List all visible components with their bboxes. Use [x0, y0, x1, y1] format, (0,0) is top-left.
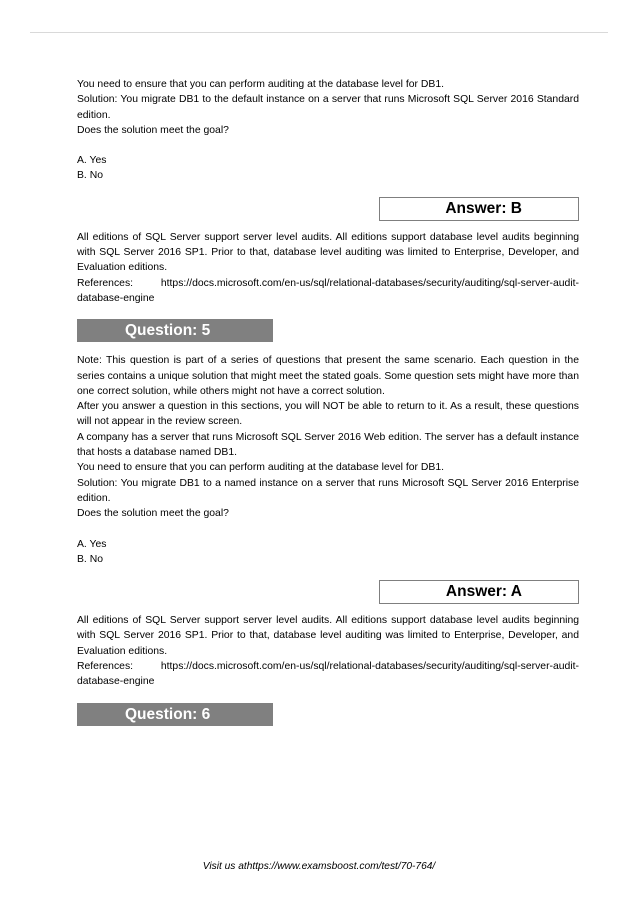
- requirement-text: You need to ensure that you can perform auditing at the database level for DB1.: [77, 79, 444, 90]
- answer-box: Answer: B: [379, 197, 579, 221]
- option-b: B. No: [77, 553, 103, 565]
- goal-prompt: Does the solution meet the goal?: [77, 508, 229, 520]
- option-a: A. Yes: [77, 538, 107, 550]
- answer-box: Answer: A: [379, 580, 579, 604]
- answer-explanation: All editions of SQL Server support server level audits. All editions support database level audits beginning with SQL Server 2016 SP1. Prior to that, database level auditing was limited to Enterprise, Developer, and Evaluation editions.: [77, 615, 579, 657]
- solution-text: Solution: You migrate DB1 to the default instance on a server that runs Microsoft SQL Server 2016 Standard edition.: [77, 94, 579, 121]
- requirement-text: You need to ensure that you can perform auditing at the database level for DB1.: [77, 462, 444, 474]
- option-a: A. Yes: [77, 155, 107, 167]
- question-warning: After you answer a question in this sections, you will NOT be able to return to it. As a result, these questions will not appear in the review screen.: [77, 401, 579, 428]
- header-rule: [30, 32, 608, 33]
- footer-link[interactable]: Visit us athttps://www.examsboost.com/test/70-764/: [202, 861, 436, 872]
- question-header: Question: 6: [77, 703, 273, 726]
- question-header: Question: 5: [77, 319, 273, 342]
- answer-references: References: https://docs.microsoft.com/en-us/sql/relational-databases/security/auditing/sql-server-audit-database-engine: [77, 661, 579, 688]
- answer-references: References: https://docs.microsoft.com/en-us/sql/relational-databases/security/auditing/sql-server-audit-database-engine: [77, 277, 579, 304]
- question-scenario: A company has a server that runs Microsoft SQL Server 2016 Web edition. The server has a default instance that hosts a database named DB1.: [77, 431, 579, 459]
- document-body: [77, 77, 579, 737]
- question-note: Note: This question is part of a series of questions that present the same scenario. Each question in the series contains a unique solution that might meet the stated goals. Some question sets might have more than one correct solution, while others might not have a correct solution.: [77, 355, 579, 397]
- solution-text: Solution: You migrate DB1 to a named instance on a server that runs Microsoft SQL Server 2016 Enterprise edition.: [77, 477, 579, 504]
- goal-prompt: Does the solution meet the goal?: [77, 124, 229, 136]
- answer-explanation: All editions of SQL Server support server level audits. All editions support database level audits beginning with SQL Server 2016 SP1. Prior to that, database level auditing was limited to Enterprise, Developer, and Evaluation editions.: [77, 231, 579, 274]
- option-b: B. No: [77, 170, 103, 182]
